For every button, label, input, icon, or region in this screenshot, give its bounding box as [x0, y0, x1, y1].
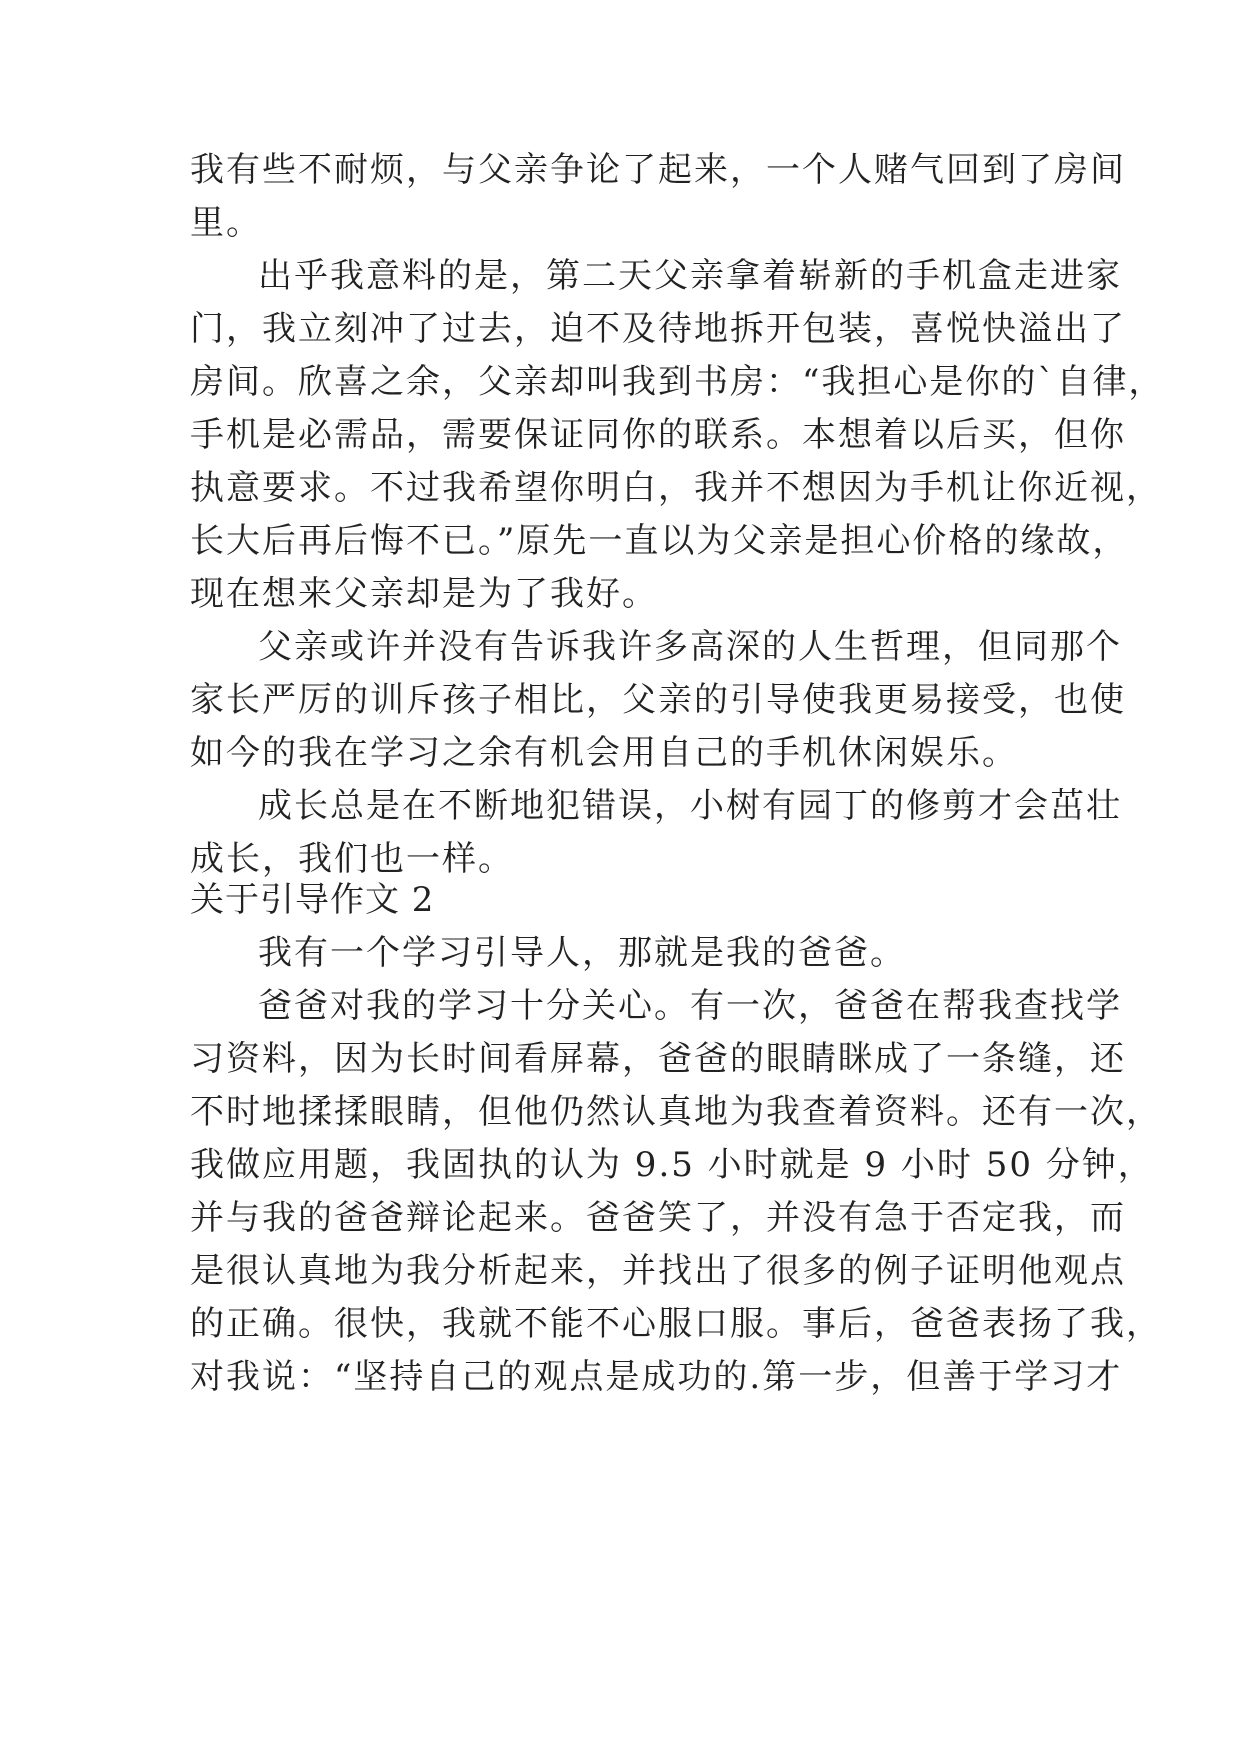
paragraph-line: 并与我的爸爸辩论起来。爸爸笑了，并没有急于否定我，而: [190, 1198, 1126, 1238]
paragraph-line: 习资料，因为长时间看屏幕，爸爸的眼睛眯成了一条缝，还: [190, 1039, 1126, 1079]
paragraph-line: 门，我立刻冲了过去，迫不及待地拆开包装，喜悦快溢出了: [190, 309, 1126, 349]
paragraph-line: 房间。欣喜之余，父亲却叫我到书房：“我担心是你的`自律，: [190, 362, 1165, 402]
paragraph-line: 父亲或许并没有告诉我许多高深的人生哲理，但同那个: [258, 627, 1122, 667]
paragraph-line: 我有些不耐烦，与父亲争论了起来，一个人赌气回到了房间: [190, 150, 1126, 190]
paragraph-line: 成长，我们也一样。: [190, 839, 514, 879]
paragraph-line: 爸爸对我的学习十分关心。有一次，爸爸在帮我查找学: [258, 986, 1122, 1026]
paragraph-line: 执意要求。不过我希望你明白，我并不想因为手机让你近视，: [190, 468, 1162, 508]
paragraph-line: 我有一个学习引导人，那就是我的爸爸。: [258, 933, 906, 973]
paragraph-line: 是很认真地为我分析起来，并找出了很多的例子证明他观点: [190, 1251, 1126, 1291]
paragraph-line: 我做应用题，我固执的认为 9.5 小时就是 9 小时 50 分钟，: [190, 1145, 1154, 1185]
section-title: 关于引导作文 2: [190, 880, 435, 920]
paragraph-line: 出乎我意料的是，第二天父亲拿着崭新的手机盒走进家: [258, 256, 1122, 296]
paragraph-line: 家长严厉的训斥孩子相比，父亲的引导使我更易接受，也使: [190, 680, 1126, 720]
paragraph-line: 不时地揉揉眼睛，但他仍然认真地为我查着资料。还有一次，: [190, 1092, 1162, 1132]
paragraph-line: 成长总是在不断地犯错误，小树有园丁的修剪才会茁壮: [258, 786, 1122, 826]
paragraph-line: 手机是必需品，需要保证同你的联系。本想着以后买，但你: [190, 415, 1126, 455]
paragraph-line: 如今的我在学习之余有机会用自己的手机休闲娱乐。: [190, 733, 1018, 773]
paragraph-line: 现在想来父亲却是为了我好。: [190, 574, 658, 614]
paragraph-line: 长大后再后悔不已。”原先一直以为父亲是担心价格的缘故，: [190, 521, 1129, 561]
paragraph-line: 里。: [190, 203, 262, 243]
paragraph-line: 的正确。很快，我就不能不心服口服。事后，爸爸表扬了我，: [190, 1304, 1162, 1344]
paragraph-line: 对我说：“坚持自己的观点是成功的.第一步，但善于学习才: [190, 1357, 1123, 1397]
